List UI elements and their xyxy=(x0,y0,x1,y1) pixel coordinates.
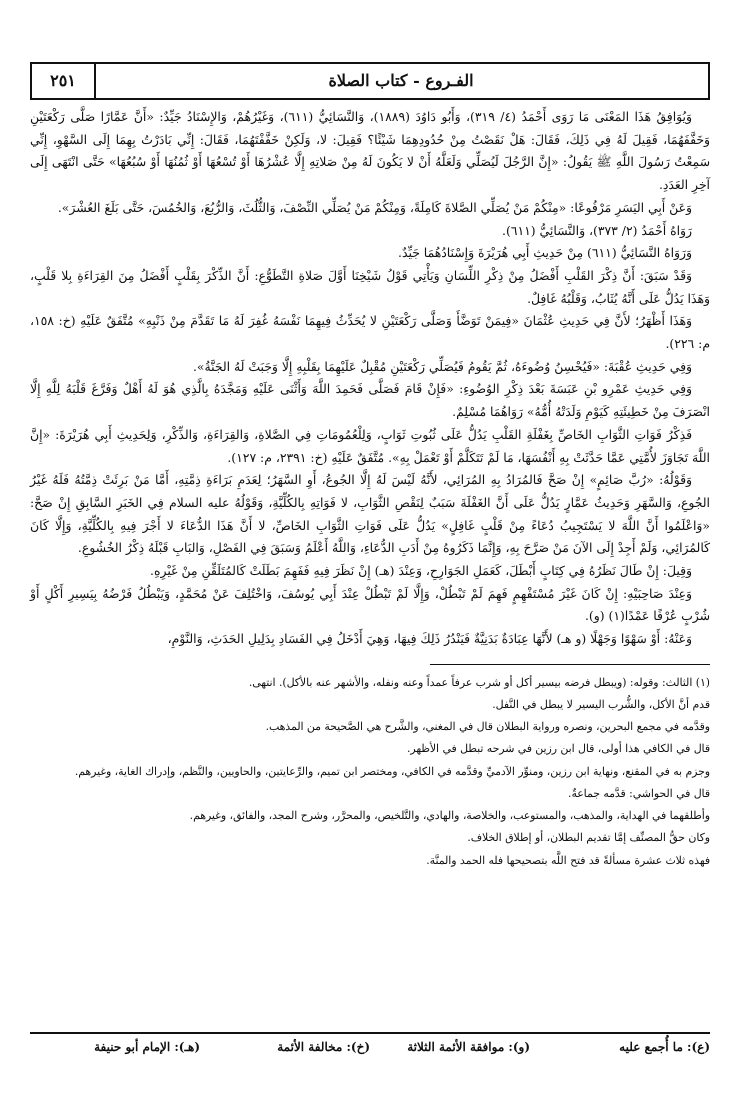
footnote-line: وقدَّمه في مجمع البحرين، ونصره ورواية البطلان قال في المغني، والشَّرح هي الصَّحيحة من المذهب. xyxy=(265,720,710,734)
footnote-line: وجزم به في المقنع، ونهاية ابن رزين، ومنوِّر الآدميِّ وقدَّمه في الكافي، ومختصر ابن تميم، والرِّعايتين، والحاويين، والنَّظم، وإدراك الغاية، وغيرهم. xyxy=(74,764,710,778)
footnote-line: قال في الكافي هذا أولى، قال ابن رزين في شرحه تبطل في الأظهر. xyxy=(406,742,710,756)
paragraph: وَفِي حَدِيثِ عَمْرِو بْنِ عَبَسَةَ بَعْدَ ذِكْرِ الوُضُوءِ: «فَإِنْ قَامَ فَصَلَّى فَحَمِدَ اللَّهَ وَأَثْنَى عَلَيْهِ وَمَجَّدَهُ بِالَّذِي هُوَ لَهُ أَهْلٌ وَفَرَّغَ قَلْبَهُ لِلَّهِ إِلَّا انْصَرَفَ مِنْ خَطِيئَتِهِ كَيَوْمِ وَلَدَتْهُ أُمُّهُ» رَوَاهُمَا مُسْلِمٌ. xyxy=(30,381,710,420)
page-body xyxy=(30,62,710,873)
footnote-line: وأطلقهما في الهداية، والمذهب، والمستوعب، والخلاصة، والهادي، والتَّلخيص، والمحرَّر، وشرح المجد، والفائق، وغيرهم. xyxy=(189,809,710,823)
paragraph: وَقَدْ سَبَقَ: أَنَّ ذِكْرَ القَلْبِ أَفْضَلُ مِنْ ذِكْرِ اللِّسَانِ وَيَأْتِي قَوْلُ شَيْخِنَا أَوَّلَ صَلاةِ التَّطَوُّعِ: أَنَّ الذِّكْرَ بِقَلْبٍ أَفْضَلُ مِنَ القِرَاءَةِ بِلا قَلْبٍ، وَهَذَا يَدُلُّ عَلَى أَنَّهُ يُثَابُ، وَقَلْبُهُ غَافِلٌ. xyxy=(30,267,710,306)
paragraph: وَفِي حَدِيثِ عُقْبَةَ: «فَيُحْسِنُ وُضُوءَهُ، ثُمَّ يَقُومُ فَيُصَلِّي رَكْعَتَيْنِ مُقْبِلٌ عَلَيْهِمَا بِقَلْبِهِ إِلَّا وَجَبَتْ لَهُ الجَنَّةُ». xyxy=(192,358,692,374)
abbreviation-legend xyxy=(30,1032,710,1060)
paragraph: وَرَوَاهُ النَّسَائِيُّ (٦١١) مِنْ حَدِيثِ أَبِي هُرَيْرَةَ وَإِسْنَادُهُمَا جَيِّدٌ. xyxy=(398,245,692,261)
footnote-line: (١) الثالث: وقوله: (ويبطل فرضه بيسير أكل أو شرب عرفاً عمداً وعنه ونفله، والأشهر عنه بالأكل). انتهى. xyxy=(248,675,710,689)
footnote-line: قال في الحواشي: قدَّمه جماعةٌ. xyxy=(568,786,710,800)
legend-item: (ع): ما أُجمع عليه xyxy=(619,1040,710,1054)
footnote-line: فهذه ثلاث عشرة مسألةً قد فتح اللَّه بتصحيحها فله الحمد والمنَّة. xyxy=(426,853,710,867)
paragraph: فَذِكْرُ فَوَاتِ الثَّوَابِ الخَاصِّ بِغَفْلَةِ القَلْبِ يَدُلُّ عَلَى ثُبُوتِ ثَوَابٍ، وَلِلْعُمُومَاتِ فِي الصَّلاةِ، وَالقِرَاءَةِ، وَالذِّكْرِ، وَلِحَدِيثِ أَبِي هُرَيْرَةَ: «إِنَّ اللَّهَ تَجَاوَزَ لأُمَّتِي عَمَّا حَدَّثَتْ بِهِ أَنْفُسَهَا، مَا لَمْ تَتَكَلَّمْ أَوْ تَعْمَلْ بِهِ». مُتَّفَقٌ عَلَيْهِ (خ: ٢٣٩١، م: ١٢٧). xyxy=(30,426,710,465)
paragraph: رَوَاهُ أَحْمَدُ (٢/ ٣٧٣)، وَالنَّسَائِيُّ (٦١١). xyxy=(502,222,692,238)
page-title: الفـروع - كتاب الصلاة xyxy=(328,71,474,90)
footnotes xyxy=(30,673,710,870)
paragraph: وَعَنْهُ: أَوْ سَهْوًا وَجَهْلًا (و هـ) لأَنَّهَا عِبَادَةٌ بَدَنِيَّةٌ فَيَنْدُرُ ذَلِكَ فِيهَا، وَهِيَ أَدْخَلُ فِي الفَسَادِ بِدَلِيلِ الحَدَثِ، وَالنَّوْمِ، xyxy=(167,631,692,647)
footnote-divider xyxy=(430,664,710,665)
paragraph: وَعِنْدَ صَاحِبَيْهِ: إِنْ كَانَ غَيْرَ مُسْتَفْهِمٍ فَهِمَ لَمْ تَبْطُلْ، وَإِلَّا لَمْ تَبْطُلْ عِنْدَ أَبِي يُوسُفَ، وَاخْتُلِفَ عَنْ مُحَمَّدٍ، وَيَبْطُلُ فَرْضُهُ بِيَسِيرِ أَكْلٍ أَوْ شُرْبٍ عُرْفًا عَمْدًا(١) (و). xyxy=(30,585,710,624)
paragraph: وَهَذَا أَظْهَرُ؛ لأَنَّ فِي حَدِيثِ عُثْمَانَ «فِيمَنْ تَوَضَّأَ وَصَلَّى رَكْعَتَيْنِ لا يُحَدِّثُ فِيهِمَا نَفْسَهُ غُفِرَ لَهُ مَا تَقَدَّمَ مِنْ ذَنْبِهِ» مُتَّفَقٌ عَلَيْهِ (خ: ١٥٨، م: ٢٢٦). xyxy=(30,313,710,352)
header-divider xyxy=(94,64,96,98)
page-number: ٢٥١ xyxy=(50,71,76,90)
legend-item: (هـ): الإمام أبو حنيفة xyxy=(94,1040,200,1054)
legend-item: (و): موافقة الأئمة الثلاثة xyxy=(407,1040,530,1054)
paragraph: وَيُوَافِقُ هَذَا المَعْنَى مَا رَوَى أَحْمَدُ (٤/ ٣١٩)، وَأَبُو دَاوُدَ (١٨٨٩)، وَالنَّسَائِيُّ (٦١١)، وَغَيْرُهُمْ، وَالإِسْنَادُ جَيِّدٌ: «أَنَّ عَمَّارًا صَلَّى رَكْعَتَيْنِ وَخَفَّفَهُمَا، فَقِيلَ لَهُ فِي ذَلِكَ، فَقَالَ: هَلْ نَقَصْتُ مِنْ حُدُودِهِمَا شَيْئًا؟ فَقِيلَ: لا، وَلَكِنْ خَفَّفْتَهُمَا، فَقَالَ: إِنِّي بَادَرْتُ بِهِمَا إِلَى السَّهْوِ، إِنِّي سَمِعْتُ رَسُولَ اللَّهِ ﷺ يَقُولُ: «إِنَّ الرَّجُلَ لَيُصَلِّي وَلَعَلَّهُ أَنْ لا يَكُونَ لَهُ مِنْ صَلاتِهِ إِلَّا عُشْرُهَا أَوْ تُسْعُهَا أَوْ ثُمُنُهَا أَوْ سُبُعُهَا» حَتَّى انْتَهَى إِلَى آخِرِ العَدَدِ. xyxy=(30,109,710,193)
paragraph: وَعَنْ أَبِي اليَسَرِ مَرْفُوعًا: «مِنْكُمْ مَنْ يُصَلِّي الصَّلاةَ كَامِلَةً، وَمِنْكُمْ مَنْ يُصَلِّي النِّصْفَ، وَالثُّلُثَ، وَالرُّبُعَ، وَالخُمُسَ، حَتَّى بَلَغَ العُشْرَ». xyxy=(57,199,692,215)
header-rule xyxy=(30,98,710,100)
main-text xyxy=(30,106,710,651)
footnote-line: وكان حقُّ المصنِّف إمَّا تقديم البطلان، أو إطلاق الخلاف. xyxy=(467,831,710,845)
paragraph: وَقِيلَ: إِنْ طَالَ نَظَرُهُ فِي كِتَابٍ أَبْطَلَ، كَعَمَلِ الجَوَارِحِ، وَعِنْدَ (هـ) إِنْ نَظَرَ فِيهِ فَفَهِمَ بَطَلَتْ كَالمُتَلَقِّنِ مِنْ غَيْرِهِ. xyxy=(150,563,692,579)
page-header xyxy=(30,62,710,98)
legend-item: (خ): مخالفة الأئمة xyxy=(277,1040,370,1054)
footnote-line: قدم أنَّ الأكل، والشُّرب اليسير لا يبطل في النَّفل. xyxy=(492,698,710,712)
paragraph: وَقَوْلُهُ: «رُبَّ صَائِمٍ» إِنْ صَحَّ فَالمُرَادُ بِهِ المُرَائِي، لأَنَّهُ لَيْسَ لَهُ إِلَّا الجُوعُ، أَوِ السَّهَرُ؛ لِعَدَمِ بَرَاءَةِ ذِمَّتِهِ، أَمَّا مَنْ بَرِئَتْ ذِمَّتُهُ فَلَهُ غَيْرُ الجُوعِ، وَالسَّهَرِ وَحَدِيثُ عَمَّارٍ يَدُلُّ عَلَى أَنَّ الغَفْلَةَ سَبَبٌ لِنَقْصِ الثَّوَابِ، لا فَوَاتِهِ بِالكُلِّيَّةِ، وَقَوْلُهُ عليه السلام فِي الخَبَرِ السَّابِقِ إِنْ صَحَّ: «وَاعْلَمُوا أَنَّ اللَّهَ لا يَسْتَجِيبُ دُعَاءً مِنْ قَلْبٍ غَافِلٍ» يَدُلُّ عَلَى فَوَاتِ الثَّوَابِ الخَاصِّ، لا أَنَّ هَذَا الدُّعَاءَ لا أَجْرَ فِيهِ بِالكُلِّيَّةِ، وَإِلَّا كَانَ كَالمُرَائِي، وَلَمْ أَجِدْ إِلَى الآنَ مَنْ صَرَّحَ بِهِ، وَإِنَّمَا ذَكَرُوهُ مِنْ أَدَبِ الدُّعَاءِ، وَاللَّهُ أَعْلَمُ وَسَبَقَ فِي الفَصْلِ، وَالبَابِ قَبْلَهُ ذِكْرُ الخُشُوعِ. xyxy=(30,472,710,556)
